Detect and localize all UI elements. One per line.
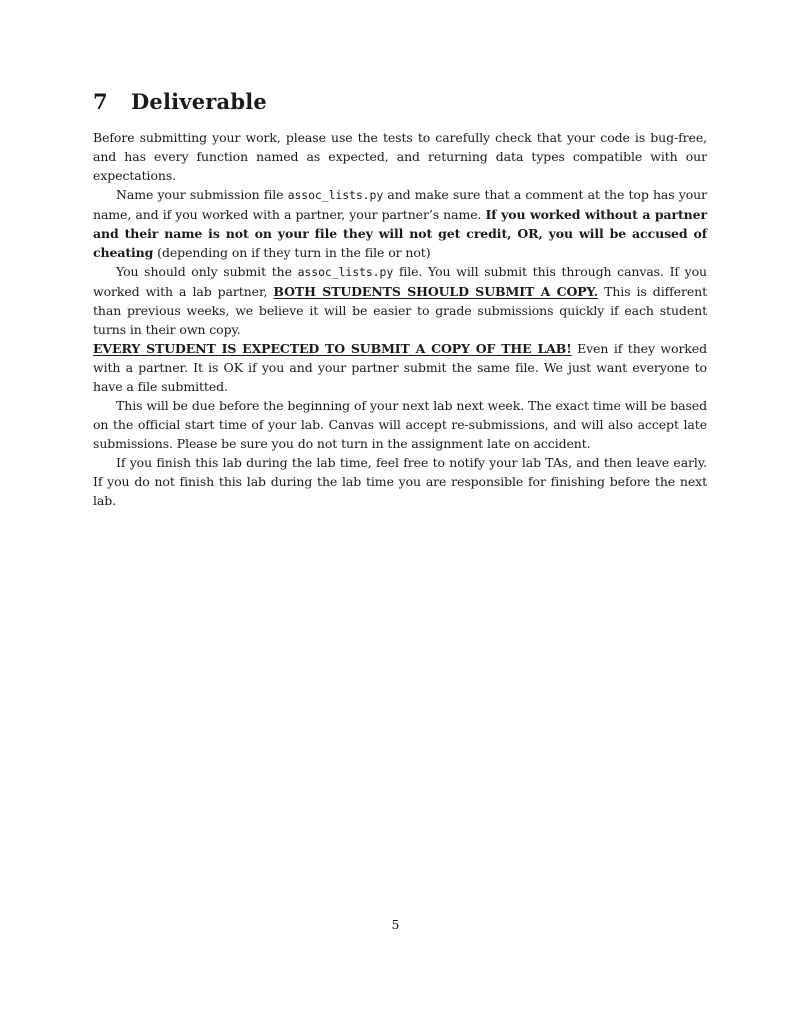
paragraph-finish-early: If you finish this lab during the lab time, feel free to notify your lab TAs, and then leave early. If you do not finish this lab during the lab time you are responsible for finishing before the next lab. xyxy=(93,455,707,508)
bold-warning: If you worked without a partner and their name is not on your file they will not get credit, OR, you will be accused of cheating xyxy=(93,207,707,260)
paragraph-before-submitting: Before submitting your work, please use the tests to carefully check that your code is bug-free, and has every function named as expected, and returning data types compatible with our expectations. xyxy=(93,130,707,183)
filename-code: assoc_lists.py xyxy=(297,265,394,279)
emphasis-both-students: BOTH STUDENTS SHOULD SUBMIT A COPY. xyxy=(273,284,599,299)
paragraph-every-student xyxy=(93,339,707,396)
text: Even if they worked with a partner. It is OK if you and your partner submit the same file. We just want everyone to have a file submitted. xyxy=(93,341,707,394)
text: file. You will submit this through canvas. If you worked with a lab partner, xyxy=(93,264,707,299)
page-number: 5 xyxy=(391,917,400,932)
text: You should only submit the xyxy=(116,264,298,279)
text: and make sure that a comment at the top has your name, and if you worked with a partner, your partner’s name. xyxy=(93,187,707,222)
section-body xyxy=(93,128,707,510)
text: This is different than previous weeks, we believe it will be easier to grade submissions quickly if each student turns in their own copy. xyxy=(93,284,707,337)
emphasis-every-student: EVERY STUDENT IS EXPECTED TO SUBMIT A COPY OF THE LAB! xyxy=(93,341,572,356)
section-number: 7 xyxy=(93,89,108,114)
section-title: Deliverable xyxy=(131,89,267,114)
filename-code: assoc_lists.py xyxy=(287,188,384,202)
section-heading xyxy=(93,88,267,116)
paragraph-due-date: This will be due before the beginning of your next lab next week. The exact time will be based on the official start time of your lab. Canvas will accept re-submissions, and will also accept late submissions. Please be sure you do not turn in the assignment late on accident. xyxy=(93,398,707,451)
text: Name your submission file xyxy=(116,187,288,202)
paragraph-submission-file xyxy=(93,185,707,262)
text: (depending on if they turn in the file or not) xyxy=(153,245,431,260)
paragraph-submit-canvas xyxy=(93,262,707,339)
